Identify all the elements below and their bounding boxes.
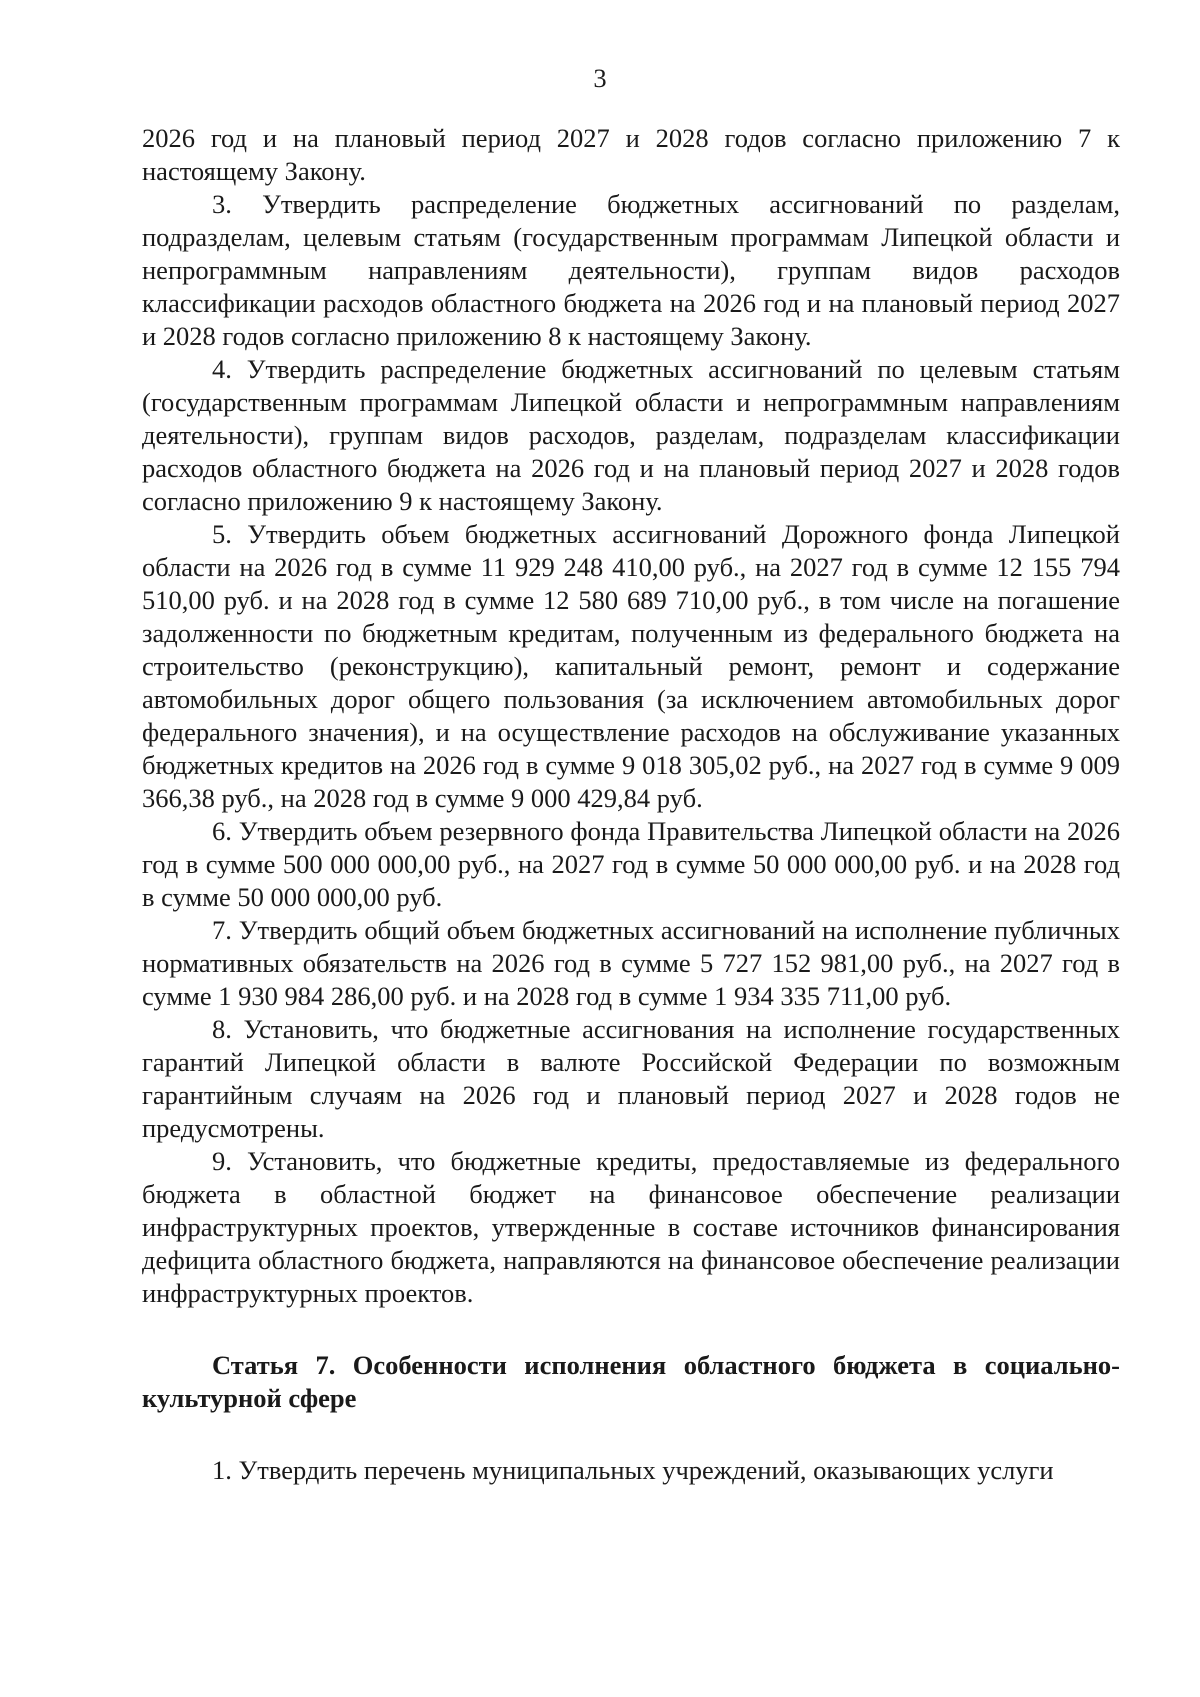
article-paragraph-1: 1. Утвердить перечень муниципальных учреждений, оказывающих услуги [212,1455,1054,1485]
paragraph-item-4: 4. Утвердить распределение бюджетных ассигнований по целевым статьям (государственным программам Липецкой области и непрограммным направлениям деятельности), группам видов расходов, разделам, подразделам классификации расходов областного бюджета на 2026 год и на плановый период 2027 и 2028 годов согласно приложению 9 к настоящему Закону. [142,354,1120,516]
paragraph-item-8: 8. Установить, что бюджетные ассигнования на исполнение государственных гарантий Липецкой области в валюте Российской Федерации по возможным гарантийным случаям на 2026 год и плановый период 2027 и 2028 годов не предусмотрены. [142,1014,1120,1143]
paragraph-item-5: 5. Утвердить объем бюджетных ассигнований Дорожного фонда Липецкой области на 2026 год в сумме 11 929 248 410,00 руб., на 2027 год в сумме 12 155 794 510,00 руб. и на 2028 год в сумме 12 580 689 710,00 руб., в том числе на погашение задолженности по бюджетным кредитам, полученным из федерального бюджета на строительство (реконструкцию), капитальный ремонт, ремонт и содержание автомобильных дорог общего пользования (за исключением автомобильных дорог федерального значения), и на осуществление расходов на обслуживание указанных бюджетных кредитов на 2026 год в сумме 9 018 305,02 руб., на 2027 год в сумме 9 009 366,38 руб., на 2028 год в сумме 9 000 429,84 руб. [142,519,1120,813]
paragraph-item-6: 6. Утвердить объем резервного фонда Правительства Липецкой области на 2026 год в сумме 500 000 000,00 руб., на 2027 год в сумме 50 000 000,00 руб. и на 2028 год в сумме 50 000 000,00 руб. [142,816,1120,912]
article-heading: Статья 7. Особенности исполнения областного бюджета в социально-культурной сфере [142,1350,1120,1413]
paragraph-item-7: 7. Утвердить общий объем бюджетных ассигнований на исполнение публичных нормативных обязательств на 2026 год в сумме 5 727 152 981,00 руб., на 2027 год в сумме 1 930 984 286,00 руб. и на 2028 год в сумме 1 934 335 711,00 руб. [142,915,1120,1011]
paragraph-item-9: 9. Установить, что бюджетные кредиты, предоставляемые из федерального бюджета в областной бюджет на финансовое обеспечение реализации инфраструктурных проектов, утвержденные в составе источников финансирования дефицита областного бюджета, направляются на финансовое обеспечение реализации инфраструктурных проектов. [142,1146,1120,1308]
document-body [142,122,1120,1487]
paragraph-item-3: 3. Утвердить распределение бюджетных ассигнований по разделам, подразделам, целевым статьям (государственным программам Липецкой области и непрограммным направлениям деятельности), группам видов расходов классификации расходов областного бюджета на 2026 год и на плановый период 2027 и 2028 годов согласно приложению 8 к настоящему Закону. [142,189,1120,351]
paragraph-continuation: 2026 год и на плановый период 2027 и 2028 годов согласно приложению 7 к настоящему Закону. [142,123,1120,186]
page-number: 3 [593,63,607,93]
